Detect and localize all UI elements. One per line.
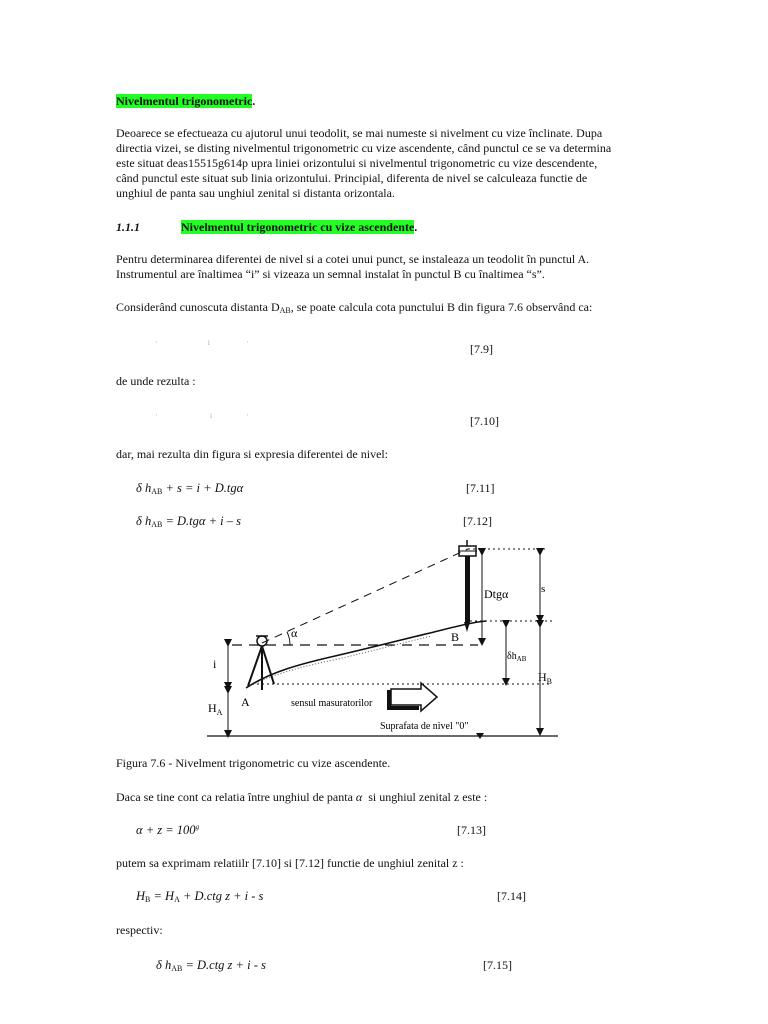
label-sensul: sensul masuratorilor [291,698,373,709]
label-dtg: Dtgα [484,587,509,601]
text-line: dar, mai rezulta din figura si expresia diferentei de nivel: [116,447,389,461]
intro-line: directia vizei, se disting nivelmentul trigonometric cu vize ascendente, când punctul ce se va determina [116,141,612,155]
section-number: 1.1.1 [116,220,140,234]
equation-number: [7.15] [483,958,512,972]
label-dh: $\delta h_{AB}$ [507,651,527,663]
paragraph-distance: Considerând cunoscuta distanta $D_{AB}$, se poate calcula cota punctului B din figura 7.6 observând ca: [116,300,593,315]
intro-line: când punctul este situat sub linia orizontului. Principial, diferenta de nivel se calculeaza functie de [116,171,588,185]
equation-7-11: δ $h_{AB} + s = i + D.tg\alpha$ [136,481,244,496]
intro-line: este situat deas15515g614p upra liniei orizontului si nivelmentul trigonometric cu vize descendente, [116,156,598,170]
paragraph-line: Instrumentul are înaltimea “i” si vizeaza un semnal instalat în punctul B cu înaltimea “s”. [116,267,545,281]
title-highlight: Nivelmentul trigonometric [116,94,253,108]
page-title: Nivelmentul trigonometric. [116,94,256,108]
equation-number: [7.9] [470,342,493,356]
label-hb: $H_B$ [538,670,553,686]
text-line: de unde rezulta : [116,374,196,388]
terrain-profile [246,621,486,688]
formula-placeholder: · ı · [155,337,249,347]
equation-7-14: $H_B = H_A + D.ctg$ z + i - s [136,889,264,904]
equation-7-12: δ $h_{AB} = D.tg\alpha + i - s$ [136,514,241,529]
alpha-arc [287,632,290,645]
label-ha: $H_A$ [208,701,223,717]
terrain-shading [250,636,432,686]
text-line: putem sa exprimam relatiilr [7.10] si [7.12] functie de unghiul zenital z : [116,856,464,870]
label-alpha: α [291,626,298,640]
equation-number: [7.14] [497,889,526,903]
figure-caption: Figura 7.6 - Nivelment trigonometric cu vize ascendente. [116,756,391,770]
equation-7-13: $\alpha + z = 100^g$ [136,823,200,838]
signal-rod [465,556,470,622]
text-line: respectiv: [116,923,163,937]
section-title: Nivelmentul trigonometric cu vize ascendente. [181,220,418,234]
intro-line: unghiul de panta sau unghiul zenital si distanta orizontala. [116,186,395,200]
paragraph-line: Pentru determinarea diferentei de nivel si a cotei unui punct, se instaleaza un teodolit în punctul A. [116,252,590,266]
formula-placeholder: · ı · [155,410,249,420]
equation-number: [7.13] [457,823,486,837]
equation-number: [7.11] [466,481,495,495]
text-line: Daca se tine cont ca relatia între unghiul de panta α si unghiul zenital z este : [116,790,488,804]
equation-number: [7.10] [470,414,499,428]
label-suprafata: Suprafata de nivel "0" [380,721,469,732]
label-a: A [241,695,250,709]
intro-line: Deoarece se efectueaza cu ajutorul unui teodolit, se mai numeste si nivelment cu vize înclinate. Dupa [116,126,603,140]
equation-7-15: δ $h_{AB} = D.ctg$ z + i - s [156,958,266,973]
label-i: i [213,657,217,671]
label-b: B [451,630,460,644]
label-s: s [541,583,546,595]
equation-number: [7.12] [463,514,492,528]
